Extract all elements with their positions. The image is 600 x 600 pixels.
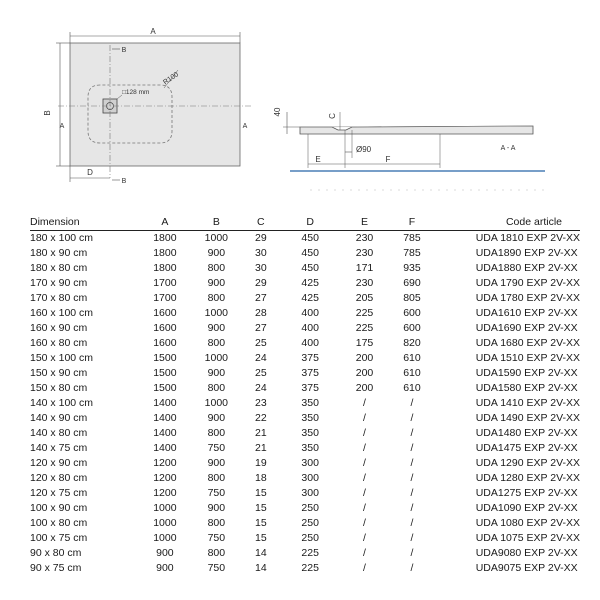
table-row <box>30 276 580 291</box>
cell-code: UDA9075 EXP 2V-XX <box>475 562 578 574</box>
cell-a: 1500 <box>153 367 177 379</box>
cell-a: 1200 <box>153 457 177 469</box>
cell-code: UDA 1080 EXP 2V-XX <box>475 517 580 529</box>
cell-e: 200 <box>355 367 374 379</box>
cell-code: UDA1590 EXP 2V-XX <box>475 367 578 379</box>
cell-c: 15 <box>254 517 267 529</box>
cell-d: 425 <box>301 277 319 289</box>
cell-e: 200 <box>355 382 374 394</box>
cell-f: / <box>410 472 414 484</box>
cell-c: 19 <box>254 457 267 469</box>
cell-dimension: 160 x 100 cm <box>30 307 94 319</box>
cell-d: 300 <box>301 472 319 484</box>
cell-b: 800 <box>207 262 226 274</box>
table-row <box>30 291 580 306</box>
cell-d: 375 <box>301 352 319 364</box>
cell-a: 1200 <box>153 487 177 499</box>
cell-dimension: 170 x 80 cm <box>30 292 88 304</box>
cell-e: / <box>363 457 366 469</box>
cell-a: 1800 <box>153 232 177 244</box>
cell-d: 300 <box>301 457 319 469</box>
cell-c: 21 <box>254 442 267 454</box>
table-row <box>30 546 580 561</box>
cell-a: 1700 <box>153 292 177 304</box>
cell-e: 200 <box>355 352 374 364</box>
table-row <box>30 321 580 336</box>
cell-dimension: 140 x 100 cm <box>30 397 94 409</box>
cell-f: 820 <box>403 337 421 349</box>
cell-a: 1800 <box>153 247 177 259</box>
cell-e: 171 <box>355 262 374 274</box>
cell-code: UDA1480 EXP 2V-XX <box>475 427 578 439</box>
cell-b: 900 <box>207 457 226 469</box>
dim-diameter-label: Ø90 <box>356 145 372 154</box>
cell-e: / <box>363 517 366 529</box>
cell-code: UDA 1290 EXP 2V-XX <box>475 457 580 469</box>
cell-d: 250 <box>301 532 319 544</box>
cell-f: / <box>410 502 414 514</box>
dim-height-label: 40 <box>273 107 282 117</box>
cell-d: 425 <box>301 292 319 304</box>
table-row <box>30 531 580 546</box>
cell-b: 900 <box>207 277 226 289</box>
cell-e: / <box>363 532 366 544</box>
header-code: Code article <box>436 214 580 231</box>
cell-a: 900 <box>156 547 174 559</box>
cell-b: 1000 <box>204 397 229 409</box>
specifications-table <box>30 214 580 576</box>
cell-dimension: 90 x 80 cm <box>30 547 82 559</box>
cell-c: 24 <box>254 352 267 364</box>
cell-a: 1400 <box>153 442 177 454</box>
cell-b: 800 <box>207 427 226 439</box>
cell-dimension: 90 x 75 cm <box>30 562 82 574</box>
cell-a: 1400 <box>153 412 177 424</box>
cell-d: 450 <box>301 247 319 259</box>
cell-code: UDA1275 EXP 2V-XX <box>475 487 578 499</box>
drain-size-label: □128 mm <box>122 89 150 96</box>
cell-code: UDA 1075 EXP 2V-XX <box>475 532 580 544</box>
header-dimension: Dimension <box>30 214 139 231</box>
cell-code: UDA1475 EXP 2V-XX <box>475 442 578 454</box>
cell-code: UDA1090 EXP 2V-XX <box>475 502 578 514</box>
cell-a: 1600 <box>153 322 177 334</box>
cell-dimension: 150 x 90 cm <box>30 367 88 379</box>
cell-e: 230 <box>355 247 374 259</box>
cell-f: 785 <box>403 247 421 259</box>
cell-b: 800 <box>207 472 226 484</box>
cell-a: 1400 <box>153 427 177 439</box>
cell-b: 900 <box>207 367 226 379</box>
cell-dimension: 100 x 90 cm <box>30 502 88 514</box>
cell-e: / <box>363 562 366 574</box>
cell-e: / <box>363 397 366 409</box>
cell-f: 785 <box>403 232 421 244</box>
cell-dimension: 170 x 90 cm <box>30 277 88 289</box>
cell-b: 900 <box>207 502 226 514</box>
cell-d: 350 <box>301 397 319 409</box>
table-row <box>30 381 580 396</box>
cell-f: 935 <box>403 262 421 274</box>
cell-dimension: 120 x 90 cm <box>30 457 88 469</box>
cell-d: 400 <box>301 322 319 334</box>
cell-code: UDA 1490 EXP 2V-XX <box>475 412 580 424</box>
cell-d: 450 <box>301 232 319 244</box>
cell-a: 1700 <box>153 277 177 289</box>
cell-c: 30 <box>254 262 267 274</box>
cell-d: 350 <box>301 427 319 439</box>
cell-code: UDA1580 EXP 2V-XX <box>475 382 578 394</box>
cell-f: 600 <box>403 322 421 334</box>
cell-e: / <box>363 427 366 439</box>
table-row <box>30 486 580 501</box>
cell-dimension: 180 x 90 cm <box>30 247 88 259</box>
cell-c: 21 <box>254 427 267 439</box>
section-title: A - A <box>500 145 516 152</box>
cell-code: UDA 1790 EXP 2V-XX <box>475 277 580 289</box>
cell-dimension: 140 x 75 cm <box>30 442 88 454</box>
cell-c: 15 <box>254 502 267 514</box>
cell-c: 18 <box>254 472 267 484</box>
cell-b: 1000 <box>204 232 229 244</box>
table-row <box>30 231 580 247</box>
cell-b: 800 <box>207 382 226 394</box>
cell-b: 800 <box>207 547 226 559</box>
table-row <box>30 441 580 456</box>
cell-f: 805 <box>403 292 421 304</box>
cell-b: 900 <box>207 322 226 334</box>
section-arrow-left-label: A <box>59 123 65 130</box>
cell-b: 750 <box>207 442 226 454</box>
table-row <box>30 336 580 351</box>
cell-a: 1600 <box>153 337 177 349</box>
cell-f: / <box>410 442 414 454</box>
cell-b: 800 <box>207 337 226 349</box>
cell-e: 175 <box>355 337 374 349</box>
tray-outline <box>70 43 240 166</box>
cell-f: 600 <box>403 307 421 319</box>
table-row <box>30 516 580 531</box>
header-d: D <box>280 214 341 231</box>
cell-e: / <box>363 472 366 484</box>
table-header-row <box>30 214 580 231</box>
cell-c: 22 <box>254 412 267 424</box>
table-row <box>30 411 580 426</box>
cell-a: 1200 <box>153 472 177 484</box>
cell-a: 1400 <box>153 397 177 409</box>
cell-code: UDA1690 EXP 2V-XX <box>475 322 578 334</box>
cell-code: UDA1880 EXP 2V-XX <box>475 262 578 274</box>
cell-a: 1000 <box>153 517 177 529</box>
table-row <box>30 471 580 486</box>
cell-e: / <box>363 502 366 514</box>
cell-b: 900 <box>207 412 226 424</box>
cell-a: 1800 <box>153 262 177 274</box>
table-body <box>30 231 580 577</box>
cell-dimension: 140 x 80 cm <box>30 427 88 439</box>
cell-f: / <box>410 427 414 439</box>
cell-c: 29 <box>254 232 267 244</box>
cell-code: UDA9080 EXP 2V-XX <box>475 547 578 559</box>
cell-c: 25 <box>254 337 267 349</box>
dim-f-label: F <box>385 155 391 164</box>
cell-d: 250 <box>301 517 319 529</box>
cell-b: 1000 <box>204 307 229 319</box>
cell-dimension: 100 x 75 cm <box>30 532 88 544</box>
cell-b: 750 <box>207 562 226 574</box>
table-row <box>30 351 580 366</box>
section-view <box>273 107 545 171</box>
cell-code: UDA 1280 EXP 2V-XX <box>475 472 580 484</box>
header-f: F <box>388 214 435 231</box>
table-row <box>30 246 580 261</box>
cell-b: 750 <box>207 532 226 544</box>
cell-f: 610 <box>403 352 421 364</box>
cell-e: 230 <box>355 232 374 244</box>
cell-c: 27 <box>254 292 267 304</box>
cell-d: 375 <box>301 367 319 379</box>
cell-e: 225 <box>355 307 374 319</box>
cell-code: UDA1890 EXP 2V-XX <box>475 247 578 259</box>
dim-d-label: D <box>87 168 93 177</box>
cell-f: / <box>410 412 414 424</box>
cell-e: / <box>363 442 366 454</box>
cell-b: 1000 <box>204 352 229 364</box>
cell-code: UDA 1810 EXP 2V-XX <box>475 232 580 244</box>
cell-e: 230 <box>355 277 374 289</box>
cell-a: 1500 <box>153 352 177 364</box>
cell-f: / <box>410 397 414 409</box>
dim-e-label: E <box>315 155 321 164</box>
cell-d: 450 <box>301 262 319 274</box>
dim-b-label: B <box>43 110 52 116</box>
cell-c: 25 <box>254 367 267 379</box>
cell-dimension: 150 x 100 cm <box>30 352 94 364</box>
cell-c: 14 <box>254 562 267 574</box>
table-row <box>30 426 580 441</box>
cell-f: / <box>410 487 414 499</box>
table-row <box>30 396 580 411</box>
cell-d: 300 <box>301 487 319 499</box>
cell-d: 225 <box>301 562 319 574</box>
cell-a: 1500 <box>153 382 177 394</box>
cell-b: 800 <box>207 517 226 529</box>
cell-d: 400 <box>301 307 319 319</box>
technical-drawing <box>0 0 600 205</box>
cell-e: / <box>363 487 366 499</box>
cell-code: UDA1610 EXP 2V-XX <box>475 307 578 319</box>
table-row <box>30 366 580 381</box>
cell-f: / <box>410 517 414 529</box>
cell-f: / <box>410 562 414 574</box>
cell-a: 1000 <box>153 502 177 514</box>
table-row <box>30 456 580 471</box>
cell-d: 350 <box>301 412 319 424</box>
table-row <box>30 561 580 576</box>
header-a: A <box>139 214 190 231</box>
cell-c: 15 <box>254 487 267 499</box>
cell-e: 205 <box>355 292 374 304</box>
table-row <box>30 306 580 321</box>
cell-d: 250 <box>301 502 319 514</box>
cell-dimension: 160 x 90 cm <box>30 322 88 334</box>
cell-code: UDA 1510 EXP 2V-XX <box>475 352 580 364</box>
cell-code: UDA 1410 EXP 2V-XX <box>475 397 580 409</box>
section-arrow-right-label: A <box>242 123 248 130</box>
cell-e: / <box>363 547 366 559</box>
cell-e: / <box>363 412 366 424</box>
header-c: C <box>242 214 280 231</box>
cell-a: 1000 <box>153 532 177 544</box>
cell-c: 28 <box>254 307 267 319</box>
cell-e: 225 <box>355 322 374 334</box>
cell-dimension: 150 x 80 cm <box>30 382 88 394</box>
table-row <box>30 501 580 516</box>
cell-b: 750 <box>207 487 226 499</box>
cell-d: 225 <box>301 547 319 559</box>
cell-dimension: 120 x 80 cm <box>30 472 88 484</box>
cell-d: 400 <box>301 337 319 349</box>
dim-a-label: A <box>150 27 156 36</box>
header-b: B <box>191 214 242 231</box>
cell-c: 27 <box>254 322 267 334</box>
cell-c: 23 <box>254 397 267 409</box>
table-row <box>30 261 580 276</box>
cell-dimension: 160 x 80 cm <box>30 337 88 349</box>
cell-f: 610 <box>403 382 421 394</box>
cell-b: 800 <box>207 292 226 304</box>
cell-c: 30 <box>254 247 267 259</box>
header-e: E <box>341 214 388 231</box>
cell-dimension: 140 x 90 cm <box>30 412 88 424</box>
cell-f: / <box>410 457 414 469</box>
cell-code: UDA 1780 EXP 2V-XX <box>475 292 580 304</box>
cell-f: 690 <box>403 277 421 289</box>
section-marker-bottom: B <box>121 178 127 185</box>
cell-a: 900 <box>156 562 174 574</box>
tray-profile <box>300 126 533 134</box>
cell-c: 14 <box>254 547 267 559</box>
cell-c: 29 <box>254 277 267 289</box>
cell-dimension: 180 x 80 cm <box>30 262 88 274</box>
cell-c: 15 <box>254 532 267 544</box>
cell-dimension: 180 x 100 cm <box>30 232 94 244</box>
cell-a: 1600 <box>153 307 177 319</box>
cell-b: 900 <box>207 247 226 259</box>
plan-view <box>43 27 252 185</box>
cell-dimension: 120 x 75 cm <box>30 487 88 499</box>
section-marker-top: B <box>121 47 127 54</box>
cell-dimension: 100 x 80 cm <box>30 517 88 529</box>
dim-c-label: C <box>328 113 337 119</box>
cell-f: / <box>410 547 414 559</box>
cell-d: 350 <box>301 442 319 454</box>
cell-code: UDA 1680 EXP 2V-XX <box>475 337 580 349</box>
cell-d: 375 <box>301 382 319 394</box>
cell-f: / <box>410 532 414 544</box>
cell-f: 610 <box>403 367 421 379</box>
cell-c: 24 <box>254 382 267 394</box>
